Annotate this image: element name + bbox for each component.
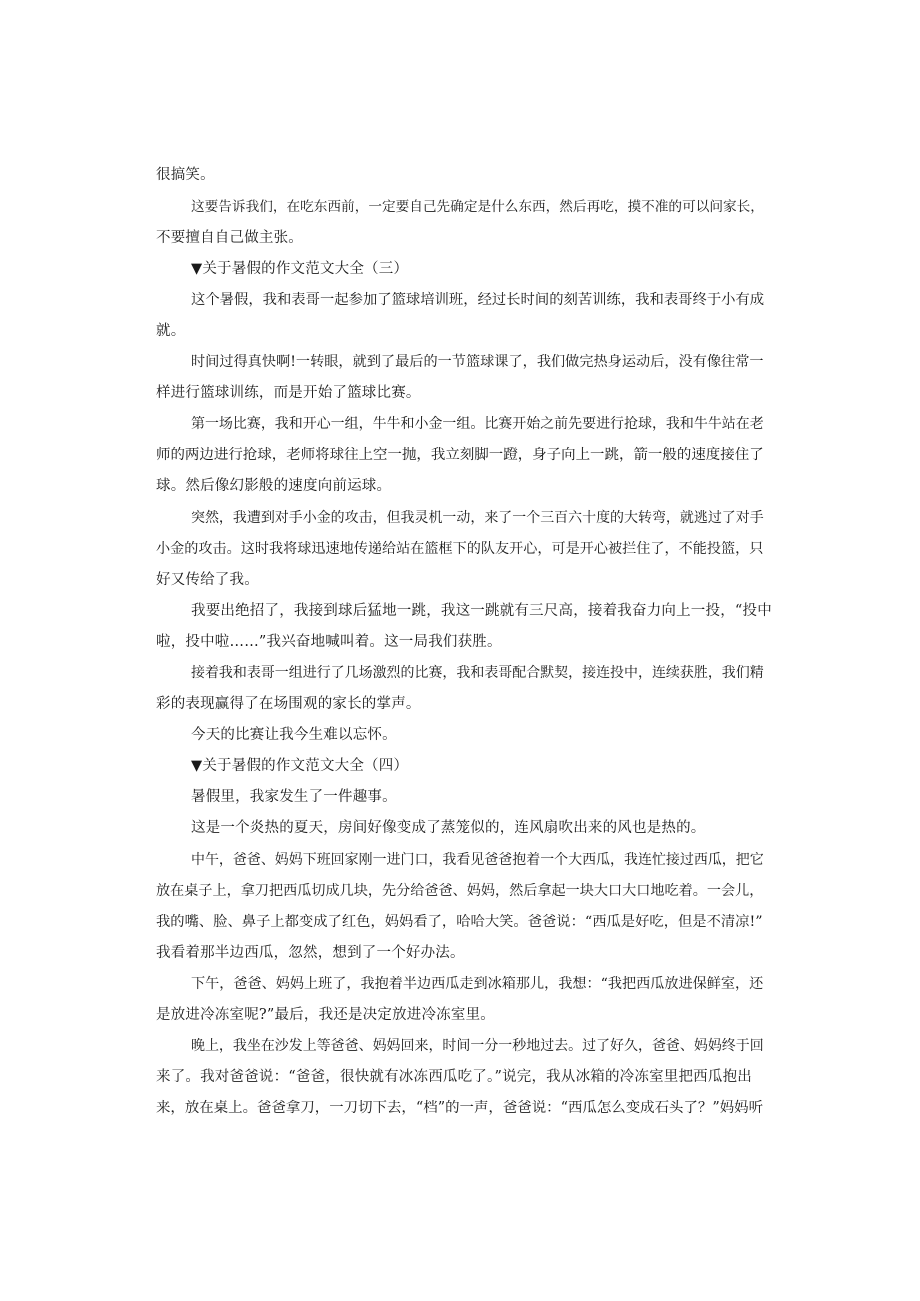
- text-line: 接着我和表哥一组进行了几场激烈的比赛，我和表哥配合默契，接连投中，连续获胜，我们精: [191, 665, 764, 681]
- text-line: 第一场比赛，我和开心一组，牛牛和小金一组。比赛开始之前先要进行抢球，我和牛牛站在老: [191, 416, 764, 432]
- text-line: 小金的攻击。这时我将球迅速地传递给站在篮框下的队友开心，可是开心被拦住了，不能投篮，只: [156, 541, 764, 557]
- text-line: 今天的比赛让我今生难以忘怀。: [191, 727, 397, 743]
- text-line: 我看着那半边西瓜，忽然，想到了一个好办法。: [156, 945, 465, 961]
- text-line: 不要擅自自己做主张。: [156, 230, 303, 246]
- text-line: 好又传给了我。: [156, 572, 259, 588]
- text-line: 暑假里，我家发生了一件趣事。: [191, 789, 397, 805]
- text-line: 突然，我遭到对手小金的攻击，但我灵机一动，来了一个三百六十度的大转弯，就逃过了对手: [191, 510, 764, 526]
- text-line: 球。然后像幻影般的速度向前运球。: [156, 478, 392, 494]
- text-line: 很搞笑。: [156, 167, 215, 183]
- text-line: 这是一个炎热的夏天，房间好像变成了蒸笼似的，连风扇吹出来的风也是热的。: [191, 820, 706, 836]
- text-line: 彩的表现赢得了在场围观的家长的掌声。: [156, 696, 421, 712]
- text-line: 时间过得真快啊!一转眼，就到了最后的一节篮球课了，我们做完热身运动后，没有像往常一: [191, 354, 764, 370]
- text-line: 放在桌子上，拿刀把西瓜切成几块，先分给爸爸、妈妈，然后拿起一块大口大口地吃着。一会儿，: [156, 883, 764, 899]
- text-line: 晚上，我坐在沙发上等爸爸、妈妈回来，时间一分一秒地过去。过了好久，爸爸、妈妈终于回: [191, 1038, 764, 1054]
- text-line: 啦，投中啦……”我兴奋地喊叫着。这一局我们获胜。: [156, 634, 502, 650]
- text-line: 我要出绝招了，我接到球后猛地一跳，我这一跳就有三尺高，接着我奋力向上一投，“投中: [191, 603, 772, 619]
- text-line: 来，放在桌上。爸爸拿刀，一刀切下去，“档”的一声，爸爸说：“西瓜怎么变成石头了？”妈妈听: [156, 1100, 764, 1116]
- text-line: 样进行篮球训练，而是开始了篮球比赛。: [156, 385, 421, 401]
- text-line: 中午，爸爸、妈妈下班回家刚一进门口，我看见爸爸抱着一个大西瓜，我连忙接过西瓜，把它: [191, 852, 764, 868]
- section-heading: ▼关于暑假的作文范文大全（三）: [191, 261, 409, 277]
- text-line: 来了。我对爸爸说：“爸爸，很快就有冰冻西瓜吃了。”说完，我从冰箱的冷冻室里把西瓜抱出: [156, 1069, 752, 1085]
- text-line: 这个暑假，我和表哥一起参加了篮球培训班，经过长时间的刻苦训练，我和表哥终于小有成: [191, 292, 765, 308]
- text-line: 下午，爸爸、妈妈上班了，我抱着半边西瓜走到冰箱那儿，我想：“我把西瓜放进保鲜室，还: [191, 976, 764, 992]
- text-line: 是放进冷冻室呢?”最后，我还是决定放进冷冻室里。: [156, 1007, 495, 1023]
- text-line: 师的两边进行抢球，老师将球往上空一抛，我立刻脚一蹬，身子向上一跳，箭一般的速度接住了: [156, 447, 764, 463]
- section-heading: ▼关于暑假的作文范文大全（四）: [191, 758, 409, 774]
- text-line: 这要告诉我们，在吃东西前，一定要自己先确定是什么东西，然后再吃，摸不准的可以问家长，: [191, 199, 764, 215]
- text-line: 就。: [156, 323, 186, 339]
- text-line: 我的嘴、脸、鼻子上都变成了红色，妈妈看了，哈哈大笑。爸爸说：“西瓜是好吃，但是不清凉!”: [156, 914, 763, 930]
